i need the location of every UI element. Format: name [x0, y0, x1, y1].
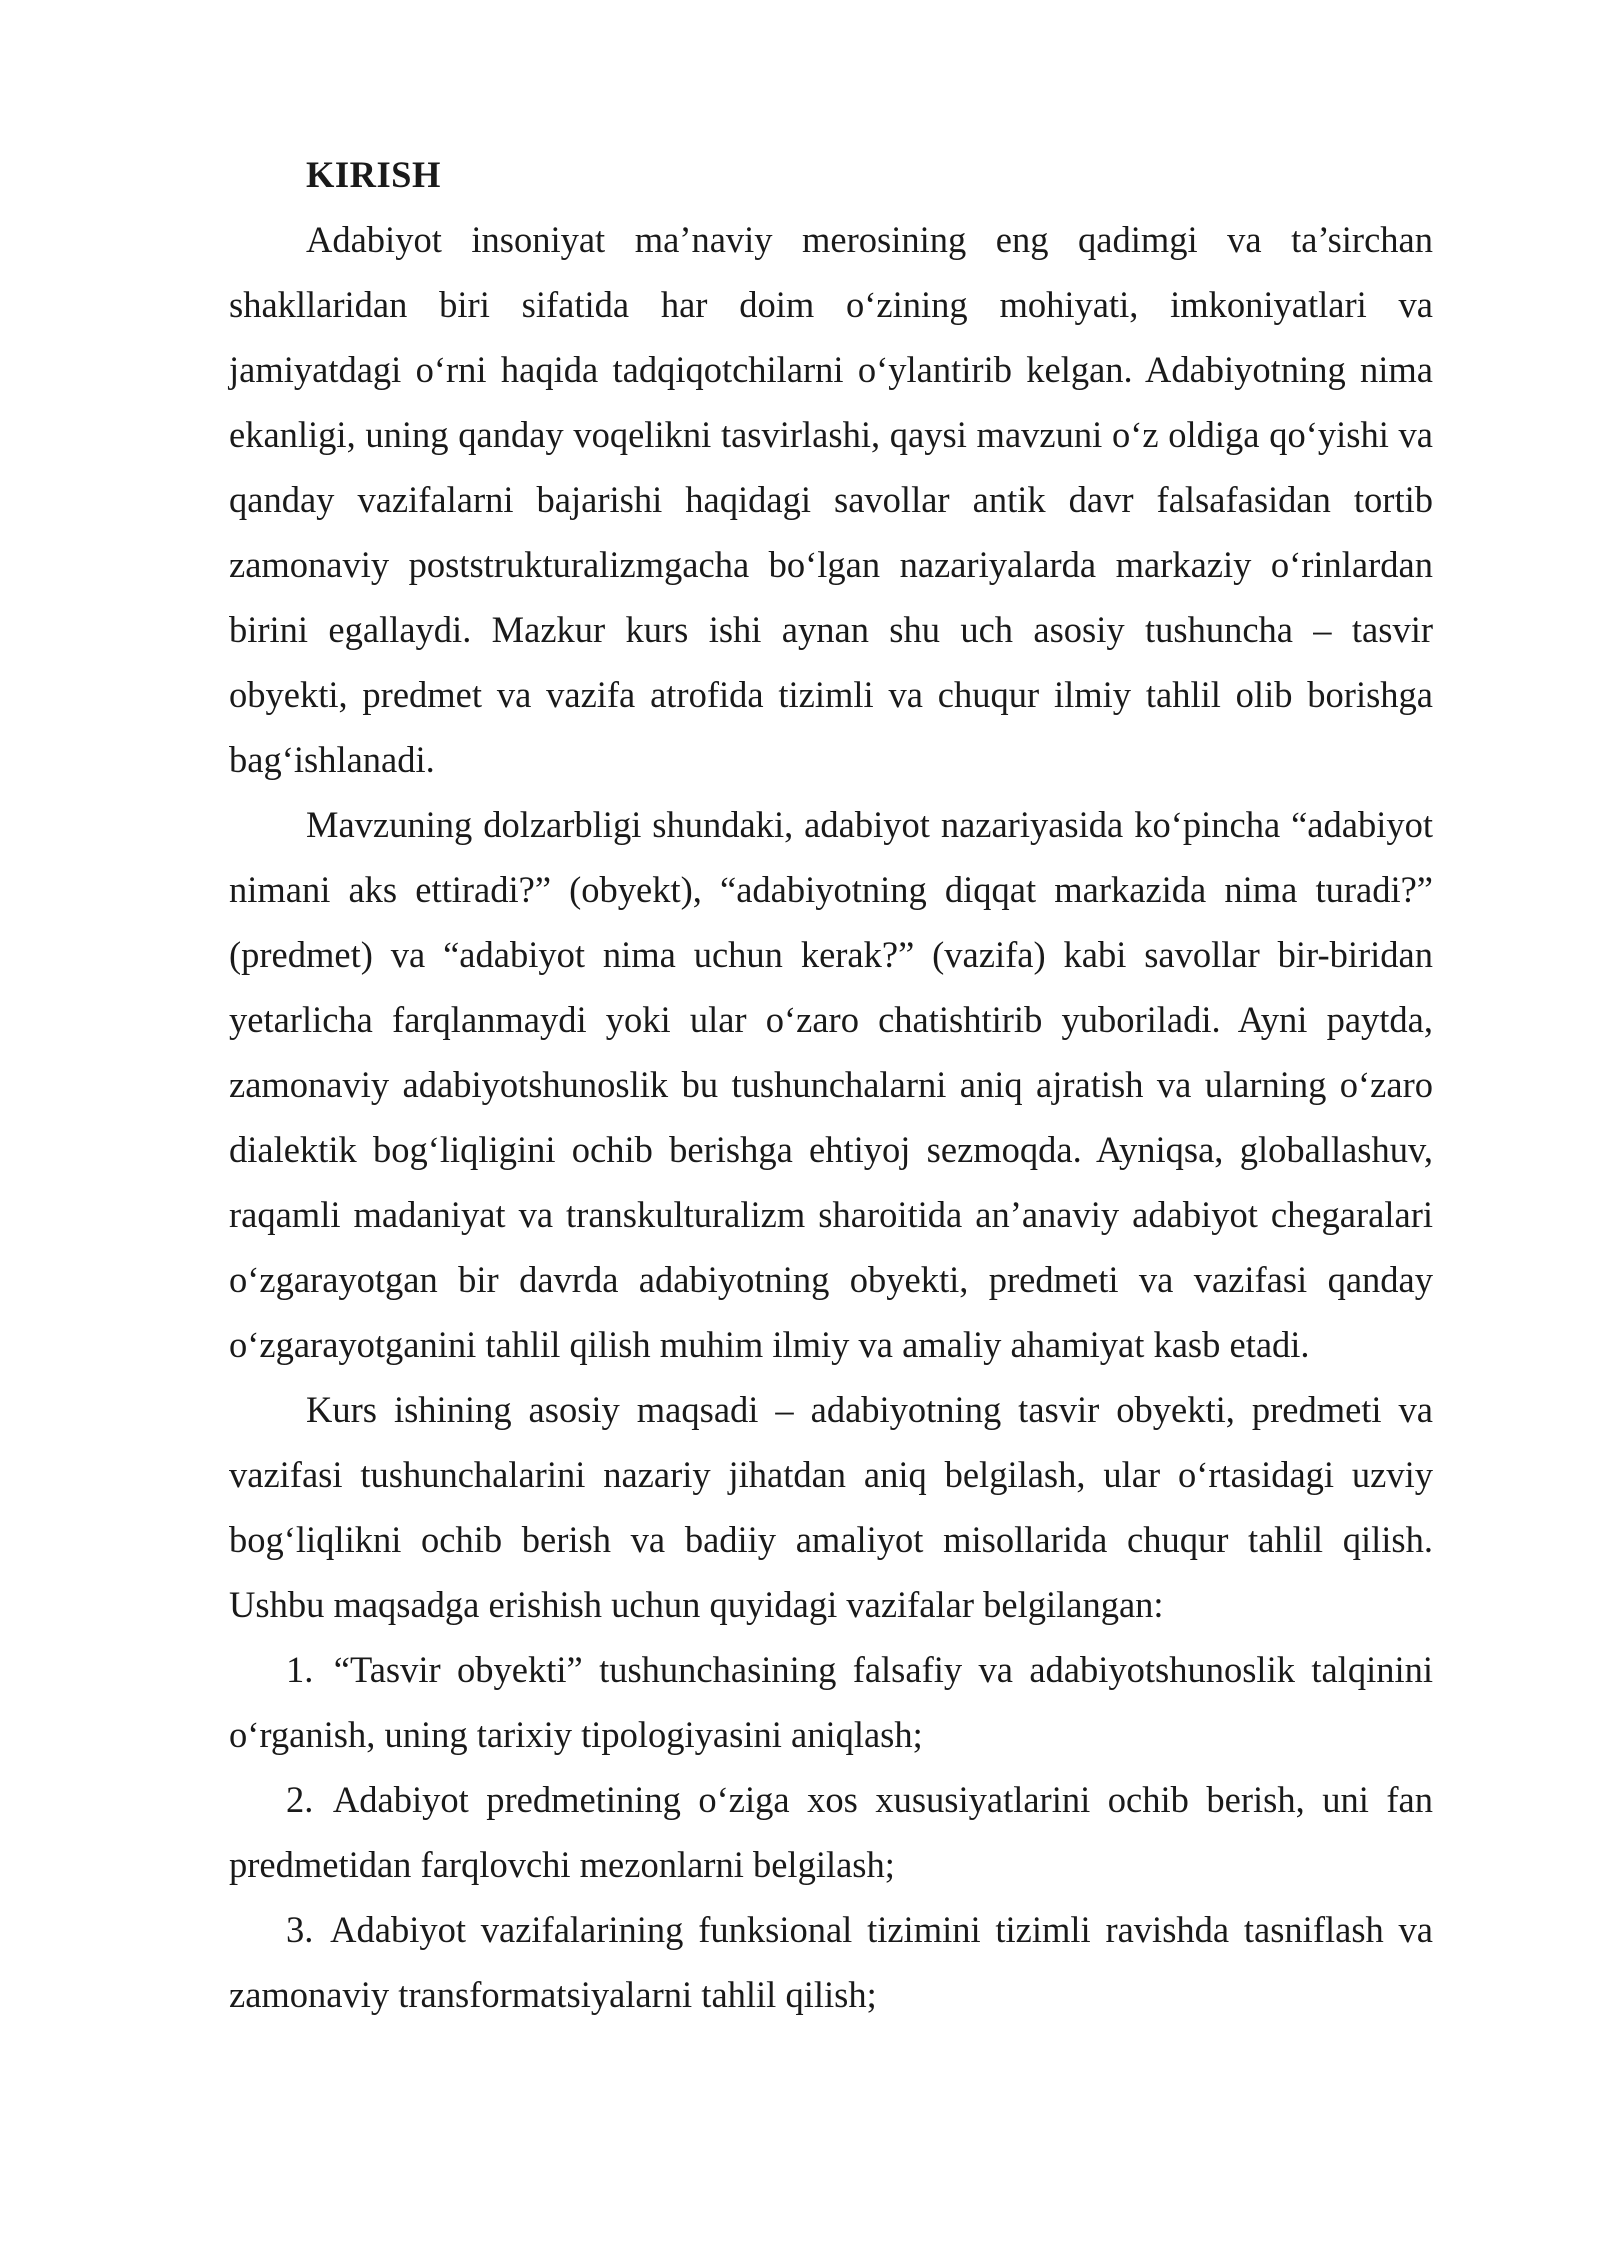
list-number: 2. [286, 1779, 314, 1820]
list-item [229, 1767, 1433, 1897]
document-body [229, 207, 1433, 2027]
list-number: 1. [286, 1649, 314, 1690]
list-item [229, 1897, 1433, 2027]
paragraph-relevance: Mavzuning dolzarbligi shundaki, adabiyot nazariyasida ko‘pincha “adabiyot nimani aks ettiradi?” (obyekt), “adabiyotning diqqat markazida nima turadi?” (predmet) va “adabiyot nima uchun kerak?” (vazifa) kabi savollar bir-biridan yetarlicha farqlanmaydi yoki ular o‘zaro chatishtirib yuboriladi. Ayni paytda, zamonaviy adabiyotshunoslik bu tushunchalarni aniq ajratish va ularning o‘zaro dialektik bog‘liqligini ochib berishga ehtiyoj sezmoqda. Ayniqsa, globallashuv, raqamli madaniyat va transkulturalizm sharoitida an’anaviy adabiyot chegaralari o‘zgarayotgan bir davrda adabiyotning obyekti, predmeti va vazifasi qanday o‘zgarayotganini tahlil qilish muhim ilmiy va amaliy ahamiyat kasb etadi. [229, 804, 1433, 1365]
list-number: 3. [286, 1909, 314, 1950]
list-item [229, 1637, 1433, 1767]
list-text: Adabiyot vazifalarining funksional tizimini tizimli ravishda tasniflash va zamonaviy transformatsiyalarni tahlil qilish; [229, 1909, 1433, 2015]
paragraph-goal: Kurs ishining asosiy maqsadi – adabiyotning tasvir obyekti, predmeti va vazifasi tushunchalarini nazariy jihatdan aniq belgilash, ular o‘rtasidagi uzviy bog‘liqlikni ochib berish va badiiy amaliyot misollarida chuqur tahlil qilish. Ushbu maqsadga erishish uchun quyidagi vazifalar belgilangan: [229, 1389, 1433, 1625]
paragraph-intro: Adabiyot insoniyat ma’naviy merosining eng qadimgi va ta’sirchan shakllaridan biri sifatida har doim o‘zining mohiyati, imkoniyatlari va jamiyatdagi o‘rni haqida tadqiqotchilarni o‘ylantirib kelgan. Adabiyotning nima ekanligi, uning qanday voqelikni tasvirlashi, qaysi mavzuni o‘z oldiga qo‘yishi va qanday vazifalarni bajarishi haqidagi savollar antik davr falsafasidan tortib zamonaviy poststrukturalizmgacha bo‘lgan nazariyalarda markaziy o‘rinlardan birini egallaydi. Mazkur kurs ishi aynan shu uch asosiy tushuncha – tasvir obyekti, predmet va vazifa atrofida tizimli va chuqur ilmiy tahlil olib borishga bag‘ishlanadi. [229, 219, 1433, 780]
section-heading: KIRISH [306, 154, 441, 195]
list-text: “Tasvir obyekti” tushunchasining falsafiy va adabiyotshunoslik talqinini o‘rganish, uning tarixiy tipologiyasini aniqlash; [229, 1649, 1433, 1755]
list-text: Adabiyot predmetining o‘ziga xos xususiyatlarini ochib berish, uni fan predmetidan farqlovchi mezonlarni belgilash; [229, 1779, 1433, 1885]
